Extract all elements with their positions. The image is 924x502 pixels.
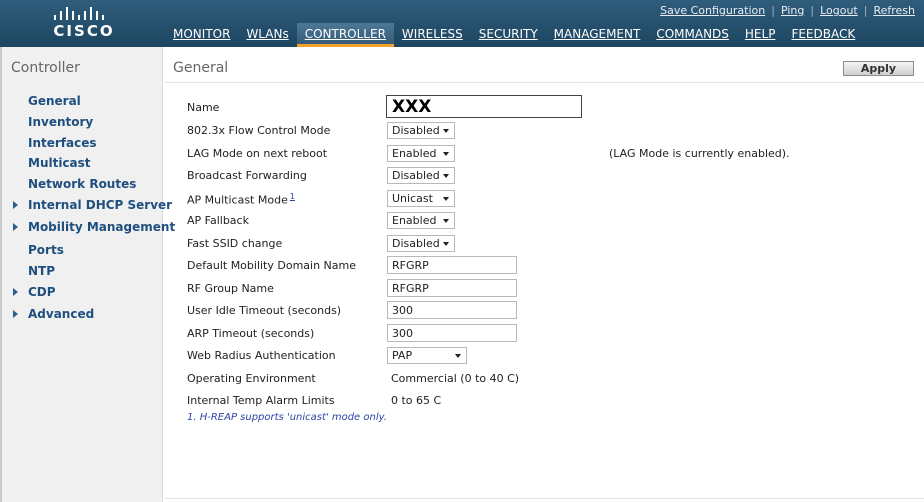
nav-feedback[interactable]: FEEDBACK [791,27,856,41]
page-title: General [173,60,229,76]
sidebar-title: Controller [11,60,80,76]
ap-fallback-label: AP Fallback [187,214,249,227]
sidebar-item-label: Ports [28,243,64,257]
expand-arrow-icon[interactable] [13,201,18,209]
ap-multicast-label-text: AP Multicast Mode [187,193,288,207]
fast-ssid-value: Disabled [392,237,440,250]
sidebar-item-internal-dhcp-server[interactable] [28,198,172,212]
sidebar-item-cdp[interactable] [28,285,56,299]
lag-mode-value: Enabled [392,147,437,160]
name-field[interactable] [386,95,582,118]
flow-control-value: Disabled [392,124,440,137]
footnote: 1. H-REAP supports 'unicast' mode only. [187,412,387,423]
arp-timeout-field[interactable] [387,324,517,342]
rf-group-label: RF Group Name [187,282,274,295]
dropdown-arrow-icon [455,354,461,358]
lag-mode-label: LAG Mode on next reboot [187,147,328,160]
dropdown-arrow-icon [443,174,449,178]
operating-environment-label: Operating Environment [187,372,316,385]
sidebar-item-label: Internal DHCP Server [28,198,173,212]
temp-alarm-label: Internal Temp Alarm Limits [187,394,335,407]
operating-environment-value: Commercial (0 to 40 C) [391,372,520,385]
fast-ssid-label: Fast SSID change [187,237,283,250]
sidebar-item-inventory[interactable] [28,115,93,129]
ap-fallback-value: Enabled [392,214,437,227]
nav-management[interactable]: MANAGEMENT [553,27,641,41]
temp-alarm-value: 0 to 65 C [391,394,442,407]
dropdown-arrow-icon [443,129,449,133]
rf-group-field[interactable] [387,279,517,297]
refresh-link[interactable]: Refresh [873,4,915,17]
apply-button[interactable]: Apply [843,61,914,76]
fast-ssid-select[interactable] [387,235,455,252]
lag-mode-select[interactable] [387,145,455,162]
sidebar-item-label: Inventory [28,115,94,129]
web-radius-value: PAP [392,349,413,362]
sidebar-item-label: Multicast [28,156,91,170]
cisco-logo [52,6,116,42]
sidebar-item-network-routes[interactable] [28,177,136,191]
sidebar-item-multicast[interactable] [28,156,91,170]
sidebar-item-interfaces[interactable] [28,136,97,150]
web-radius-select[interactable] [387,347,467,364]
name-label: Name [187,101,220,114]
top-links [660,4,915,17]
cisco-wordmark: CISCO [53,22,115,40]
dropdown-arrow-icon [443,197,449,201]
sidebar [2,47,176,502]
header-bar [0,0,924,47]
expand-arrow-icon[interactable] [13,288,18,296]
nav-security[interactable]: SECURITY [478,27,538,41]
sidebar-item-mobility-management[interactable] [28,220,175,234]
ping-link[interactable]: Ping [780,4,805,17]
ap-multicast-select[interactable] [387,190,455,207]
nav-controller[interactable]: CONTROLLER [297,23,394,47]
nav-wireless[interactable]: WIRELESS [401,27,463,41]
link-separator: | [771,4,775,17]
ap-multicast-label [187,192,295,207]
cisco-bridge-icon [52,6,116,22]
web-radius-label: Web Radius Authentication [187,349,336,362]
sidebar-item-label: Mobility Management [28,220,176,234]
lag-mode-note: (LAG Mode is currently enabled). [609,147,790,160]
ap-fallback-select[interactable] [387,212,455,229]
nav-wlans[interactable]: WLANs [246,27,289,41]
mobility-domain-label: Default Mobility Domain Name [187,259,357,272]
flow-control-label: 802.3x Flow Control Mode [187,124,331,137]
link-separator: | [810,4,815,17]
nav-commands[interactable]: COMMANDS [656,27,729,41]
sidebar-item-label: General [28,94,81,108]
broadcast-forwarding-value: Disabled [392,169,440,182]
link-separator: | [863,4,868,17]
save-configuration-link[interactable]: Save Configuration [660,4,766,17]
idle-timeout-field[interactable] [387,301,517,319]
main-nav [165,23,863,47]
nav-help[interactable]: HELP [744,27,776,41]
idle-timeout-label: User Idle Timeout (seconds) [187,304,342,317]
sidebar-item-label: NTP [28,264,56,278]
expand-arrow-icon[interactable] [13,310,18,318]
footnote-ref-link[interactable]: 1 [289,192,295,201]
sidebar-item-label: Advanced [28,307,95,321]
dropdown-arrow-icon [443,152,449,156]
ap-multicast-value: Unicast [392,192,433,205]
bottom-divider [165,498,924,499]
logout-link[interactable]: Logout [820,4,858,17]
sidebar-item-ports[interactable] [28,243,64,257]
sidebar-item-label: Interfaces [28,136,97,150]
dropdown-arrow-icon [443,219,449,223]
sidebar-item-ntp[interactable] [28,264,55,278]
sidebar-item-label: CDP [28,285,56,299]
arp-timeout-label: ARP Timeout (seconds) [187,327,315,340]
sidebar-item-general[interactable] [28,94,81,108]
title-divider [165,82,924,83]
expand-arrow-icon[interactable] [13,223,18,231]
broadcast-forwarding-select[interactable] [387,167,455,184]
dropdown-arrow-icon [443,242,449,246]
mobility-domain-field[interactable] [387,256,517,274]
flow-control-select[interactable] [387,122,455,139]
sidebar-item-advanced[interactable] [28,307,94,321]
sidebar-item-label: Network Routes [28,177,137,191]
broadcast-forwarding-label: Broadcast Forwarding [187,169,307,182]
nav-monitor[interactable]: MONITOR [173,27,231,41]
